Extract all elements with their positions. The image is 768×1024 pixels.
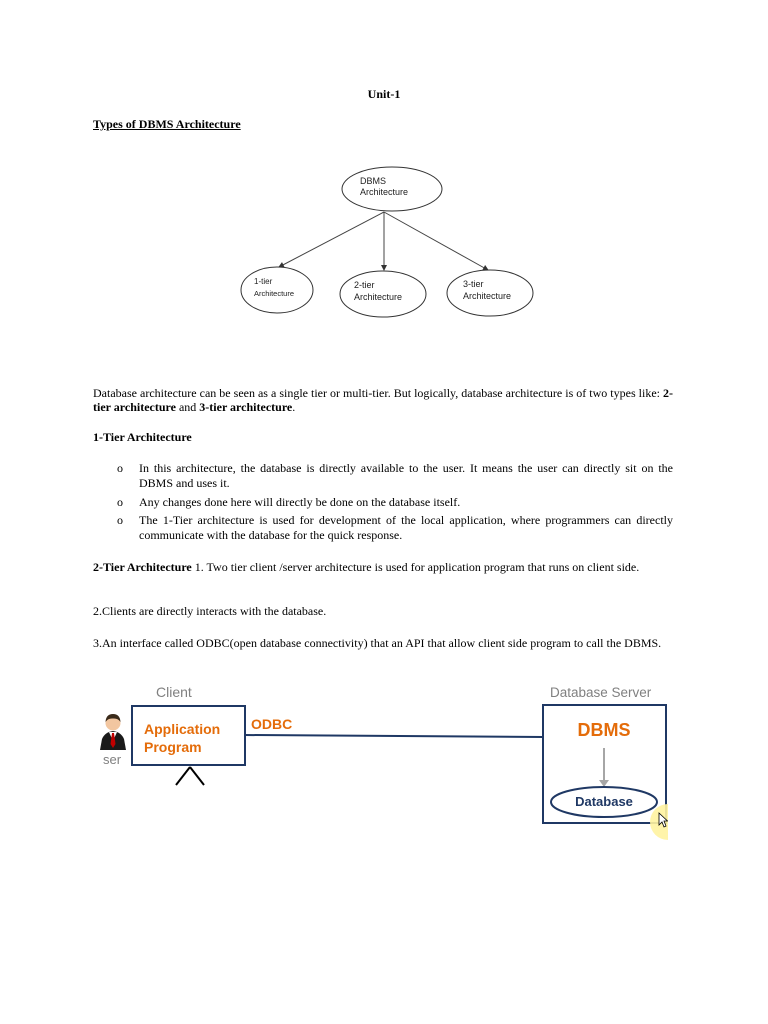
- one-tier-heading: 1-Tier Architecture: [93, 430, 192, 444]
- two-tier-paragraph: [93, 560, 673, 574]
- node-3-label-line2: Architecture: [463, 291, 512, 301]
- node-3-label-line1: 3-tier: [463, 279, 484, 289]
- two-tier-point-1: 1. Two tier client /server architecture is used for application program that runs on client side.: [191, 559, 640, 574]
- node-2-label-line2: Architecture: [354, 292, 403, 302]
- root-label-line1: DBMS: [360, 176, 387, 186]
- intro-text-start: Database architecture can be seen as a single tier or multi-tier. But logically, database architecture is of two types like:: [93, 386, 663, 400]
- bullet-text: Any changes done here will directly be done on the database itself.: [139, 494, 461, 509]
- list-item: [93, 513, 673, 543]
- database-server-label: Database Server: [550, 685, 652, 700]
- dbms-label: DBMS: [577, 720, 631, 740]
- application-label-line2: Program: [144, 739, 202, 755]
- application-label-line1: Application: [144, 721, 221, 737]
- bullet-marker: o: [117, 461, 123, 475]
- tree-connector-1: [279, 212, 384, 267]
- section-title: Types of DBMS Architecture: [93, 117, 241, 131]
- page-title: Unit-1: [367, 87, 401, 101]
- tree-connector-3: [384, 212, 488, 270]
- one-tier-bullet-list: [93, 461, 673, 547]
- tree-node-2-tier: [340, 271, 426, 317]
- node-2-label-line1: 2-tier: [354, 280, 375, 290]
- database-label: Database: [575, 794, 633, 809]
- two-tier-point-2: 2.Clients are directly interacts with the database.: [93, 604, 327, 618]
- intro-text-end: .: [292, 400, 296, 414]
- bullet-text: The 1-Tier architecture is used for development of the local application, where programmers can directly communicate with the database for the quick response.: [139, 513, 673, 542]
- intro-paragraph: [93, 386, 673, 414]
- intro-text-mid: and: [175, 400, 200, 414]
- bullet-text: In this architecture, the database is directly available to the user. It means the user can directly sit on the DBMS and uses it.: [139, 461, 673, 490]
- bullet-marker: o: [117, 494, 123, 509]
- node-1-label-line2: Architecture: [254, 289, 295, 298]
- client-server-diagram: [100, 680, 668, 840]
- intro-bold-2-tier: 2-tier architecture: [93, 386, 673, 414]
- intro-bold-3-tier: 3-tier architecture: [199, 400, 293, 414]
- root-label-line2: Architecture: [360, 187, 409, 197]
- architecture-tree-diagram: [230, 160, 540, 325]
- tree-node-1-tier: [241, 267, 313, 313]
- node-1-label-line1: 1-tier: [254, 277, 273, 286]
- client-label: Client: [156, 684, 192, 700]
- tree-root-node: [342, 167, 442, 211]
- two-tier-point-3: 3.An interface called ODBC(open database connectivity) that an API that allow client side program to call the DBMS.: [93, 636, 662, 650]
- bullet-marker: o: [117, 513, 123, 527]
- two-tier-heading: 2-Tier Architecture: [93, 559, 192, 574]
- list-item: [93, 495, 673, 510]
- list-item: [93, 461, 673, 491]
- tree-node-3-tier: [447, 270, 533, 316]
- user-label: ser: [103, 752, 122, 767]
- odbc-label: ODBC: [251, 716, 293, 732]
